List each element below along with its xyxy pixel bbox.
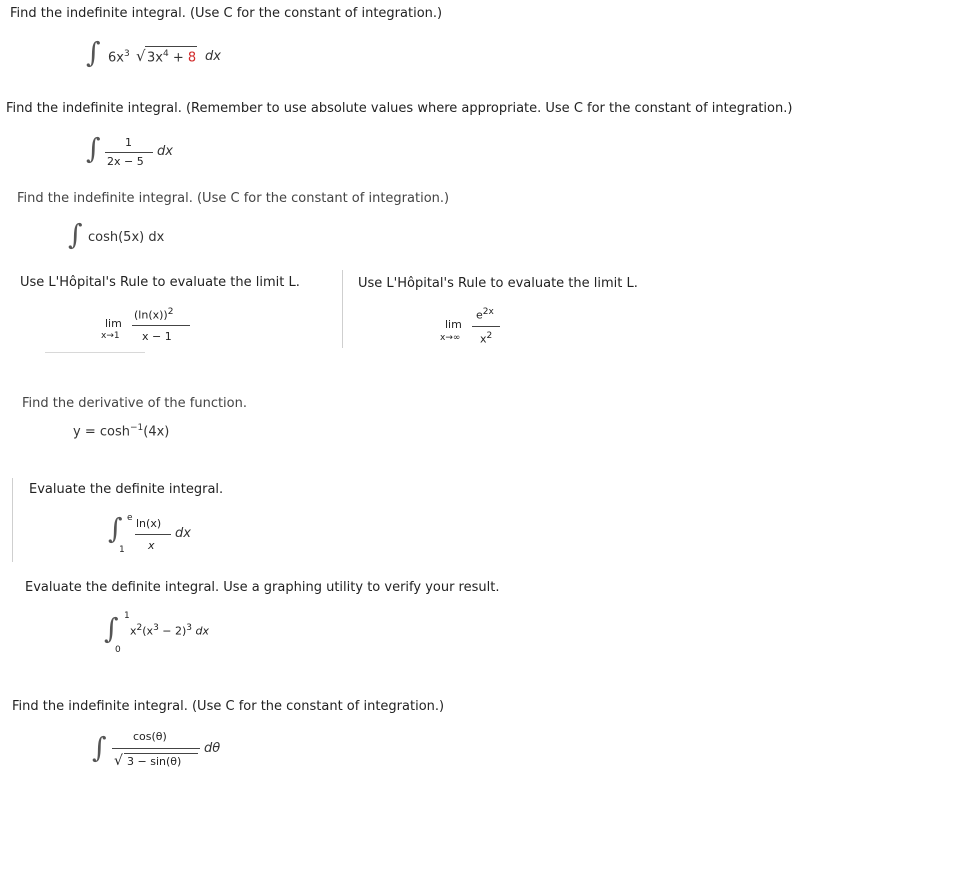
term-coef: 6x [108, 50, 124, 66]
term-exp: 3 [123, 49, 130, 59]
problem-5-prompt: Use L'Hôpital's Rule to evaluate the limit L. [358, 276, 638, 291]
numerator: 1 [125, 136, 132, 149]
sqrt-sign: √ [114, 753, 123, 769]
lim-sub: x→∞ [440, 333, 461, 343]
constant-8: 8 [187, 50, 197, 66]
problem-8-prompt: Evaluate the definite integral. Use a graphing utility to verify your result. [25, 580, 500, 595]
denominator: x − 1 [142, 330, 172, 343]
integrand: cosh(5x) dx [88, 230, 165, 245]
answer-underline [45, 352, 145, 353]
radicand-exp: 4 [162, 49, 169, 59]
integral-sign: ∫ [86, 36, 101, 69]
problem-6-prompt: Find the derivative of the function. [22, 396, 247, 411]
lower-limit: 0 [115, 645, 121, 655]
denominator: x [148, 539, 155, 552]
upper-limit: e [127, 513, 133, 523]
integral-sign: ∫ [68, 218, 83, 251]
denominator: 3 − sin(θ) [127, 755, 182, 768]
problem-7-prompt: Evaluate the definite integral. [29, 482, 224, 497]
integral-sign: ∫ [108, 512, 123, 545]
lower-limit: 1 [119, 545, 125, 555]
radicand: 3x [147, 50, 163, 66]
lim-label: lim [445, 318, 462, 331]
integrand: $x^2(x^3 - 2)^3$ dx [130, 623, 210, 638]
numerator: ln(x) [136, 517, 162, 530]
numerator: (ln(x)) [134, 308, 168, 322]
problem-6-expression: $y = \cosh^{-1}(4x)$ [73, 423, 170, 440]
problem-9-prompt: Find the indefinite integral. (Use C for the constant of integration.) [12, 699, 445, 714]
problem-3-prompt: Find the indefinite integral. (Use C for the constant of integration.) [17, 191, 450, 206]
integral-sign: ∫ [92, 731, 107, 764]
numerator: cos(θ) [133, 730, 167, 743]
problem-1-prompt: Find the indefinite integral. (Use C for the constant of integration.) [10, 6, 443, 21]
section-divider [12, 478, 13, 562]
problem-4-prompt: Use L'Hôpital's Rule to evaluate the limit L. [20, 275, 300, 290]
lim-sub: x→1 [101, 331, 120, 341]
integral-sign: ∫ [104, 612, 119, 645]
upper-limit: 1 [124, 611, 130, 621]
integral-sign: ∫ [86, 132, 101, 165]
dx: dx [205, 49, 221, 64]
denominator: x [480, 332, 487, 346]
problem-2-prompt: Find the indefinite integral. (Remember to use absolute values where appropriate. Use C for the constant of integration.) [6, 101, 793, 116]
sqrt-sign: √ [136, 47, 146, 65]
lim-label: lim [105, 317, 122, 330]
column-divider [342, 270, 343, 348]
denominator: 2x − 5 [107, 155, 144, 168]
numerator: e [476, 308, 483, 322]
